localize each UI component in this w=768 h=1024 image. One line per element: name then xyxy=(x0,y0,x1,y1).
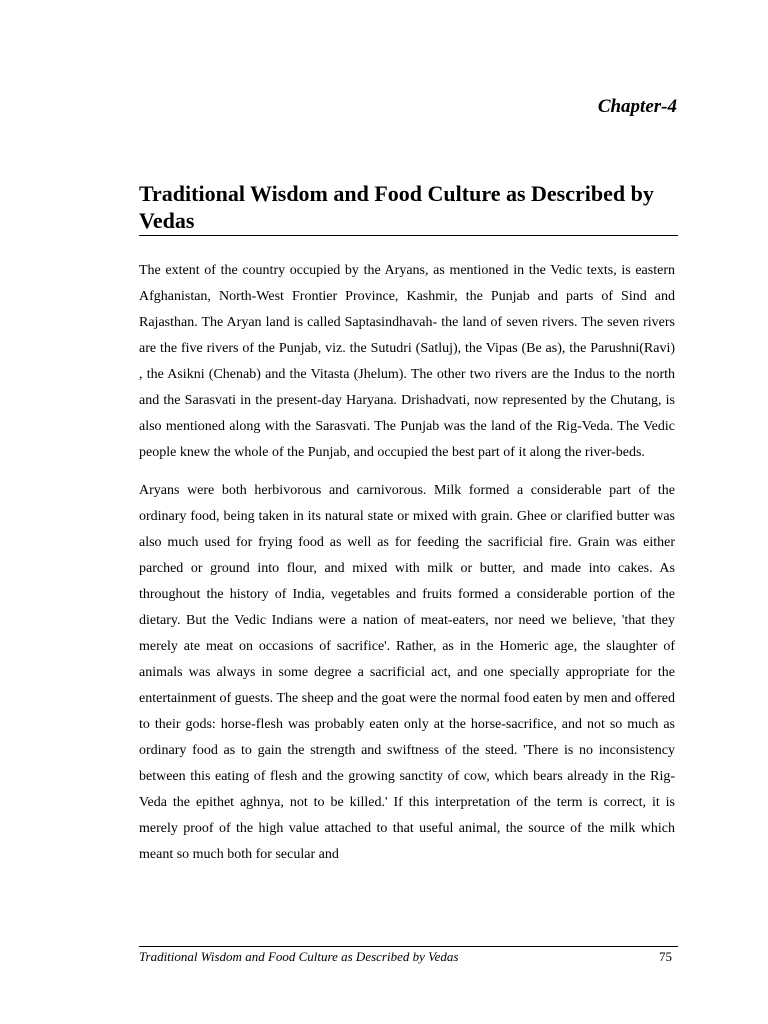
chapter-title: Traditional Wisdom and Food Culture as Described by Vedas xyxy=(139,180,678,236)
paragraph-2: Aryans were both herbivorous and carnivorous. Milk formed a considerable part of the ordinary food, being taken in its natural state or mixed with grain. Ghee or clarified butter was also much used for frying food as well as for feeding the sacrificial fire. Grain was either parched or ground into flour, and mixed with milk or butter, and made into cakes. As throughout the history of India, vegetables and fruits formed a considerable portion of the dietary. But the Vedic Indians were a nation of meat-eaters, nor need we believe, 'that they merely ate meat on occasions of sacrifice'. Rather, as in the Homeric age, the slaughter of animals was always in some degree a sacrificial act, and one specially appropriate for the entertainment of guests. The sheep and the goat were the normal food eaten by men and offered to their gods: horse-flesh was probably eaten only at the horse-sacrifice, and not so much as ordinary food as to gain the strength and swiftness of the steed. 'There is no inconsistency between this eating of flesh and the growing sanctity of cow, which bears already in the Rig-Veda the epithet aghnya, not to be killed.' If this interpretation of the term is correct, it is merely proof of the high value attached to that useful animal, the source of the milk which meant so much both for secular and xyxy=(139,483,675,862)
page-footer xyxy=(139,946,678,965)
chapter-label: Chapter-4 xyxy=(597,96,677,117)
footer-running-title: Traditional Wisdom and Food Culture as Described by Vedas xyxy=(139,949,459,964)
body-text xyxy=(139,258,675,880)
page-number: 75 xyxy=(659,949,672,964)
paragraph-1: The extent of the country occupied by the Aryans, as mentioned in the Vedic texts, is eastern Afghanistan, North-West Frontier Province, Kashmir, the Punjab and parts of Sind and Rajasthan. The Aryan land is called Saptasindhavah- the land of seven rivers. The seven rivers are the five rivers of the Punjab, viz. the Sutudri (Satluj), the Vipas (Be as), the Parushni(Ravi) , the Asikni (Chenab) and the Vitasta (Jhelum). The other two rivers are the Indus to the north and the Sarasvati in the present-day Haryana. Drishadvati, now represented by the Chutang, is also mentioned along with the Sarasvati. The Punjab was the land of the Rig-Veda. The Vedic people knew the whole of the Punjab, and occupied the best part of it along the river-beds. xyxy=(139,263,675,460)
